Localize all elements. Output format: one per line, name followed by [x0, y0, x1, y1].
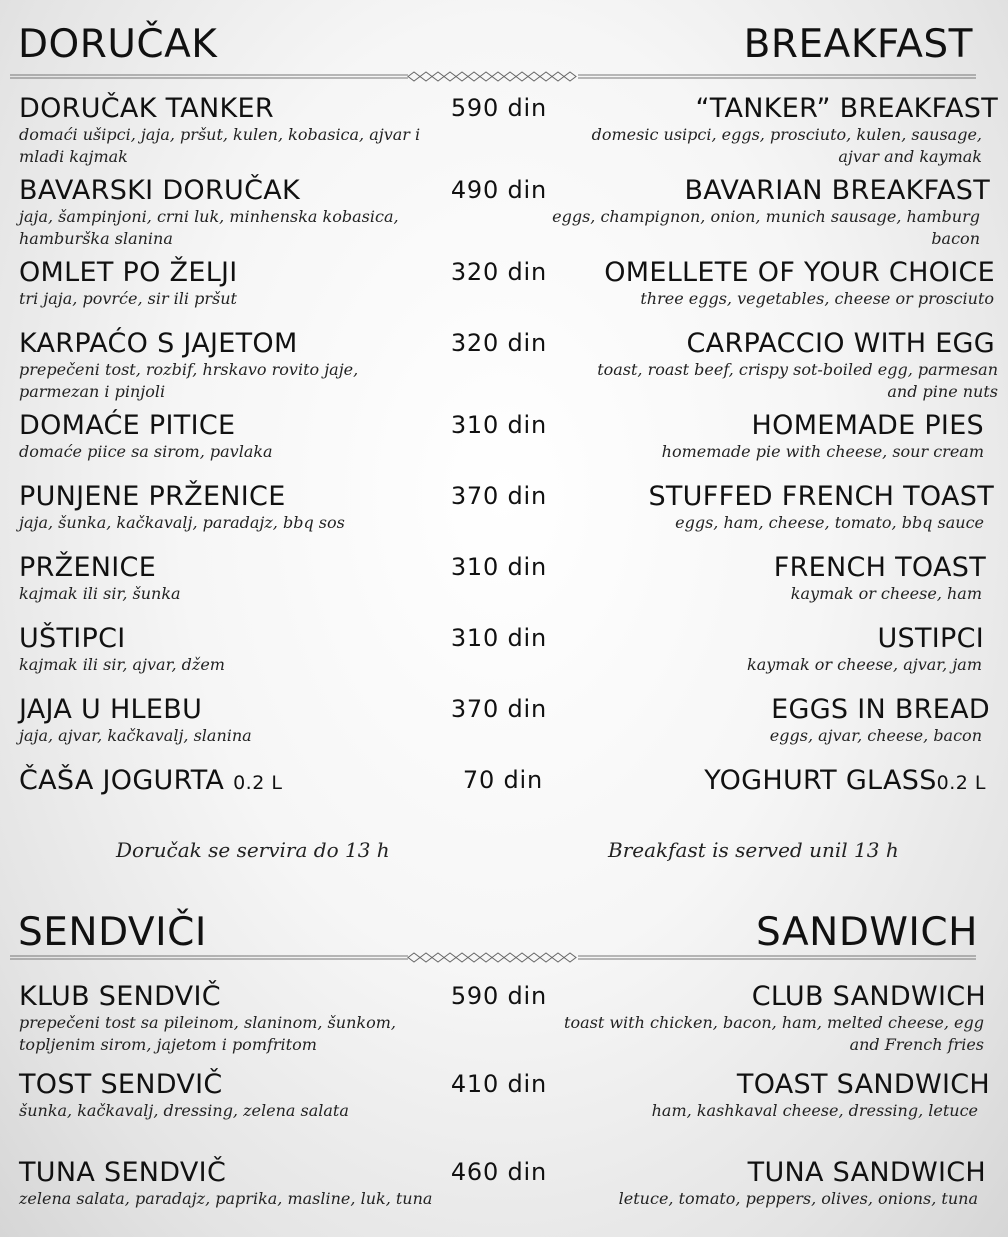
item-price: 460 din — [450, 1158, 547, 1186]
item-name-en: FRENCH TOAST — [773, 552, 986, 583]
item-name-sr: KARPAĆO S JAJETOM — [19, 328, 298, 359]
item-name-en: EGGS IN BREAD — [771, 694, 990, 725]
item-desc-en: toast, roast beef, crispy sot-boiled egg, parmesan and pine nuts — [597, 360, 998, 401]
item-name-en: BAVARIAN BREAKFAST — [684, 175, 990, 206]
yogurt-unit-en: 0.2 L — [936, 772, 986, 794]
item-price: 590 din — [450, 982, 547, 1010]
section-title-sandwich-sr: SENDVIČI — [18, 910, 207, 955]
item-name-en: “TANKER” BREAKFAST — [695, 93, 998, 124]
item-desc-sr: jaja, šampinjoni, crni luk, minhenska kobasica, hamburška slanina — [19, 207, 399, 248]
serving-note-en: Breakfast is served unil 13 h — [608, 838, 899, 862]
item-desc-en: homemade pie with cheese, sour cream — [661, 442, 984, 461]
item-desc-en: eggs, ham, cheese, tomato, bbq sauce — [675, 513, 984, 532]
item-desc-sr: zelena salata, paradajz, paprika, masline, luk, tuna — [19, 1189, 433, 1208]
item-price: 310 din — [450, 411, 547, 439]
item-name-sr: DORUČAK TANKER — [19, 93, 274, 124]
item-desc-en: domesic usipci, eggs, prosciuto, kulen, sausage, ajvar and kaymak — [591, 125, 982, 166]
item-price: 310 din — [450, 624, 547, 652]
item-name-en — [704, 765, 986, 796]
item-desc-en: toast with chicken, bacon, ham, melted cheese, egg and French fries — [564, 1013, 984, 1054]
item-desc-en: eggs, champignon, onion, munich sausage, hamburg bacon — [552, 207, 980, 248]
item-desc-sr: jaja, šunka, kačkavalj, paradajz, bbq sos — [19, 513, 345, 532]
ornamental-divider — [10, 70, 976, 82]
item-desc-en: letuce, tomato, peppers, olives, onions, tuna — [618, 1189, 978, 1208]
item-price: 70 din — [462, 766, 543, 794]
item-name-en: USTIPCI — [877, 623, 984, 654]
item-desc-sr: šunka, kačkavalj, dressing, zelena salata — [19, 1101, 349, 1120]
item-name-en: TUNA SANDWICH — [747, 1157, 986, 1188]
item-name-sr: OMLET PO ŽELJI — [19, 257, 238, 288]
ornamental-divider — [10, 951, 976, 963]
item-price: 370 din — [450, 482, 547, 510]
item-desc-sr: tri jaja, povrće, sir ili pršut — [19, 289, 237, 308]
item-name-en: OMELLETE OF YOUR CHOICE — [604, 257, 995, 288]
item-name-en: CARPACCIO WITH EGG — [686, 328, 995, 359]
item-name-sr: BAVARSKI DORUČAK — [19, 175, 301, 206]
yogurt-name-en: YOGHURT GLASS — [704, 765, 937, 796]
item-name-sr — [19, 765, 282, 796]
item-desc-sr: jaja, ajvar, kačkavalj, slanina — [19, 726, 252, 745]
item-price: 490 din — [450, 176, 547, 204]
item-name-en: HOMEMADE PIES — [751, 410, 984, 441]
item-name-sr: PUNJENE PRŽENICE — [19, 481, 286, 512]
item-price: 410 din — [450, 1070, 547, 1098]
item-desc-en: eggs, ajvar, cheese, bacon — [769, 726, 982, 745]
section-title-sandwich-en: SANDWICH — [756, 910, 978, 955]
item-price: 370 din — [450, 695, 547, 723]
item-name-en: CLUB SANDWICH — [751, 981, 986, 1012]
item-desc-en: ham, kashkaval cheese, dressing, letuce — [651, 1101, 978, 1120]
item-name-sr: TOST SENDVIČ — [19, 1069, 223, 1100]
item-name-sr: DOMAĆE PITICE — [19, 410, 236, 441]
item-price: 590 din — [450, 94, 547, 122]
item-name-sr: KLUB SENDVIČ — [19, 981, 221, 1012]
item-desc-sr: prepečeni tost, rozbif, hrskavo rovito jaje, parmezan i pinjoli — [19, 360, 359, 401]
item-name-en: STUFFED FRENCH TOAST — [648, 481, 994, 512]
yogurt-unit-sr: 0.2 L — [233, 772, 283, 794]
item-name-sr: JAJA U HLEBU — [19, 694, 203, 725]
item-desc-sr: domaće piice sa sirom, pavlaka — [19, 442, 273, 461]
item-desc-sr: kajmak ili sir, šunka — [19, 584, 181, 603]
item-price: 310 din — [450, 553, 547, 581]
item-name-en: TOAST SANDWICH — [736, 1069, 990, 1100]
section-title-breakfast-en: BREAKFAST — [743, 22, 973, 67]
yogurt-name-sr: ČAŠA JOGURTA — [19, 765, 225, 796]
item-desc-en: kaymak or cheese, ajvar, jam — [747, 655, 982, 674]
item-desc-en: three eggs, vegetables, cheese or prosciuto — [640, 289, 994, 308]
serving-note-sr: Doručak se servira do 13 h — [116, 838, 390, 862]
item-name-sr: TUNA SENDVIČ — [19, 1157, 227, 1188]
item-desc-sr: domaći ušipci, jaja, pršut, kulen, kobasica, ajvar i mladi kajmak — [19, 125, 421, 166]
item-desc-sr: prepečeni tost sa pileinom, slaninom, šunkom, topljenim sirom, jajetom i pomfritom — [19, 1013, 396, 1054]
item-name-sr: UŠTIPCI — [19, 623, 126, 654]
item-name-sr: PRŽENICE — [19, 552, 157, 583]
item-price: 320 din — [450, 258, 547, 286]
item-price: 320 din — [450, 329, 547, 357]
section-title-breakfast-sr: DORUČAK — [18, 22, 218, 67]
item-desc-en: kaymak or cheese, ham — [790, 584, 982, 603]
item-desc-sr: kajmak ili sir, ajvar, džem — [19, 655, 225, 674]
